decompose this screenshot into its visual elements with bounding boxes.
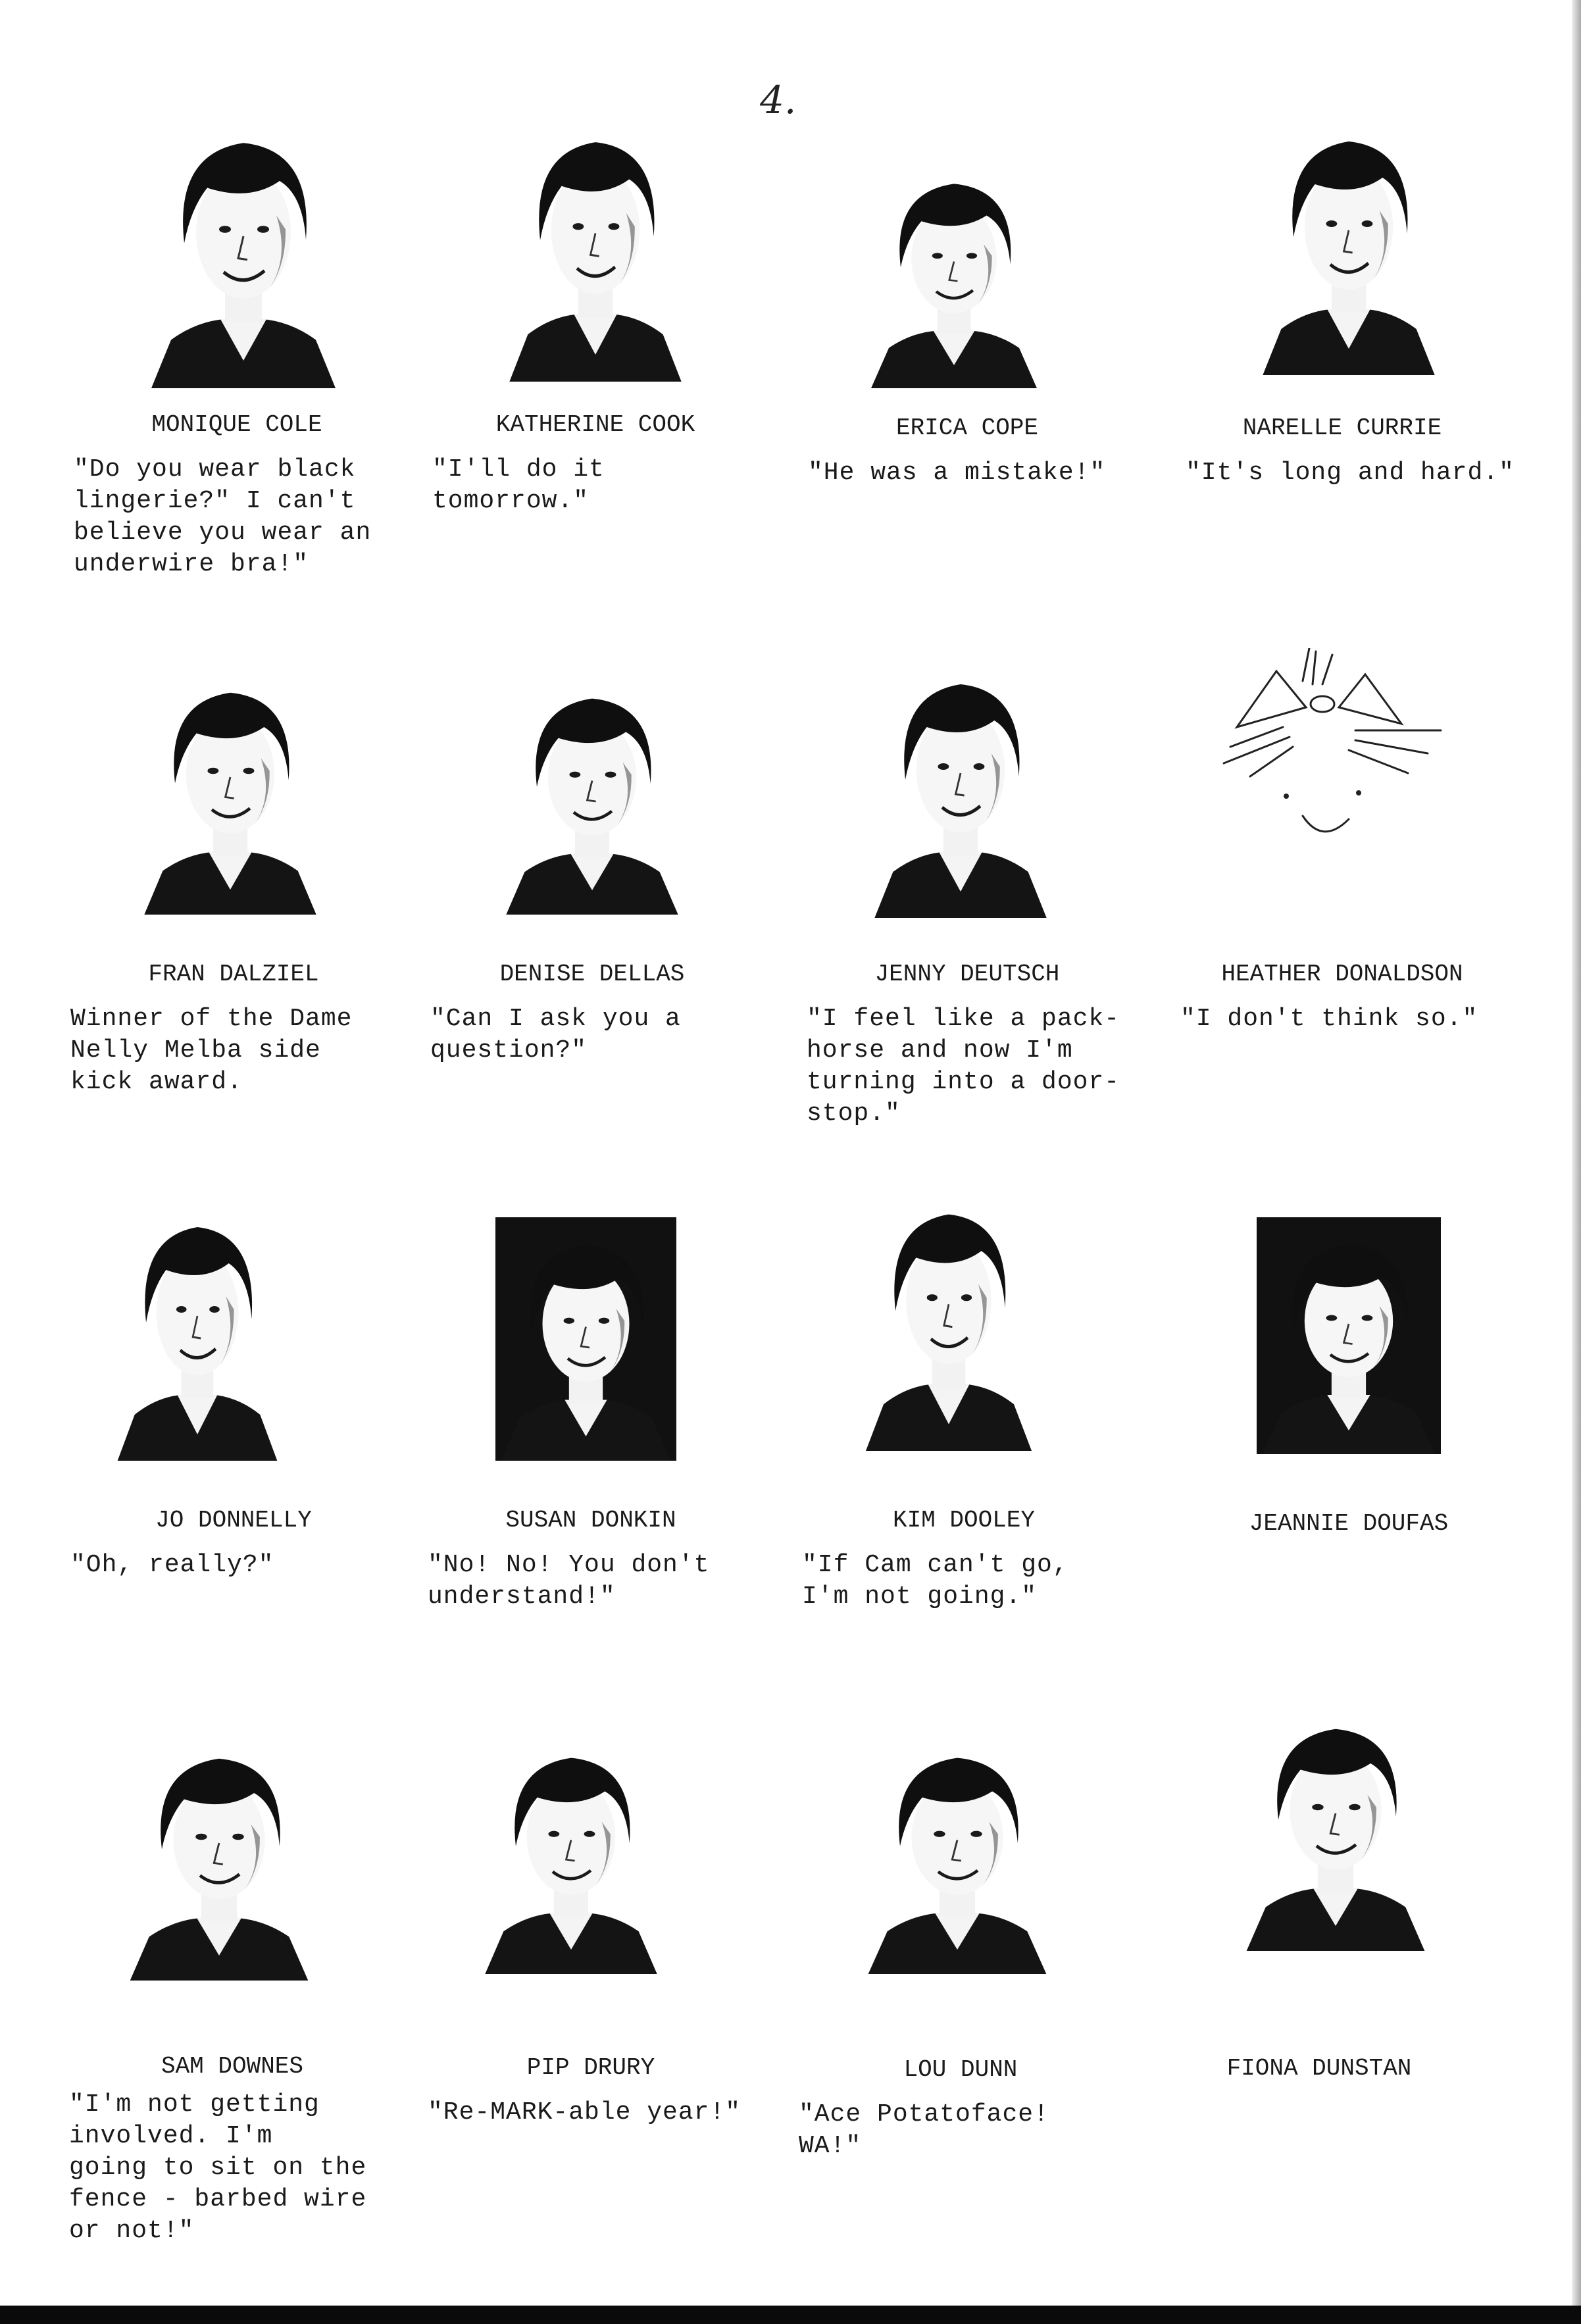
entry-katherine-cook — [431, 112, 760, 612]
student-name: SUSAN DONKIN — [505, 1507, 676, 1534]
student-quote: "Re-MARK-able year!" — [428, 2098, 741, 2127]
student-quote: "Oh, really?" — [70, 1551, 274, 1579]
entry-pip-drury — [426, 1730, 755, 2257]
entry-lou-dunn — [796, 1730, 1125, 2257]
student-quote: "Do you wear black lingerie?" I can't believe you wear an underwire bra!" — [74, 455, 372, 578]
portrait-silhouette — [503, 112, 688, 382]
portrait-photo — [1257, 1217, 1441, 1454]
portrait-photo — [138, 665, 322, 915]
student-name: MONIQUE COLE — [151, 411, 322, 438]
entry-narelle-currie — [1178, 112, 1515, 612]
portrait-photo — [868, 655, 1053, 918]
portrait-silhouette — [1257, 1217, 1441, 1454]
student-quote: "It's long and hard." — [1186, 459, 1515, 487]
student-quote: "I'll do it tomorrow." — [432, 455, 605, 515]
portrait-photo — [1257, 112, 1441, 375]
scan-border — [0, 2306, 1581, 2324]
portrait-silhouette — [860, 1184, 1038, 1451]
student-quote: "If Cam can't go, I'm not going." — [802, 1551, 1068, 1611]
student-name: LOU DUNN — [903, 2056, 1018, 2083]
portrait-photo — [145, 112, 342, 388]
student-quote: "I'm not getting involved. I'm going to sit on the fence - barbed wire or not!" — [69, 2090, 367, 2245]
smiley-sketch — [1191, 648, 1454, 885]
entry-monique-cole — [72, 112, 401, 612]
student-quote: "Can I ask you a question?" — [430, 1005, 681, 1065]
portrait-silhouette — [112, 1198, 283, 1461]
entry-heather-donaldson — [1178, 648, 1507, 1148]
portrait-silhouette — [138, 665, 322, 915]
student-name: JEANNIE DOUFAS — [1249, 1510, 1449, 1537]
student-name: DENISE DELLAS — [499, 961, 685, 988]
student-quote: "No! No! You don't understand!" — [428, 1551, 710, 1611]
entry-denise-dellas — [428, 665, 757, 1165]
entry-fiona-dunstan — [1155, 1694, 1484, 2221]
portrait-silhouette — [500, 671, 684, 915]
portrait-photo — [862, 1730, 1053, 1974]
page-number: 4. — [760, 78, 797, 122]
entry-jenny-deutsch — [803, 645, 1132, 1158]
entry-erica-cope — [803, 112, 1132, 612]
student-name: NARELLE CURRIE — [1242, 415, 1442, 442]
student-name: KATHERINE COOK — [495, 411, 695, 438]
portrait-silhouette — [495, 1217, 676, 1461]
portrait-silhouette — [865, 158, 1043, 388]
smiley-face-icon — [1191, 648, 1454, 885]
portrait-silhouette — [479, 1730, 663, 1974]
portrait-silhouette — [1240, 1701, 1431, 1951]
portrait-photo — [865, 158, 1043, 388]
entry-kim-dooley — [799, 1184, 1128, 1645]
student-name: JENNY DEUTSCH — [874, 961, 1060, 988]
portrait-silhouette — [145, 112, 342, 388]
student-name: PIP DRURY — [526, 2054, 655, 2081]
student-quote: "Ace Potatoface! WA!" — [799, 2100, 1049, 2160]
portrait-photo — [500, 671, 684, 915]
entry-jeannie-doufas — [1184, 1217, 1513, 1678]
portrait-photo — [112, 1198, 283, 1461]
portrait-photo — [495, 1217, 676, 1461]
student-name: KIM DOOLEY — [892, 1507, 1036, 1534]
student-name: SAM DOWNES — [161, 2053, 304, 2080]
portrait-photo — [479, 1730, 663, 1974]
portrait-photo — [124, 1730, 314, 1981]
portrait-photo — [860, 1184, 1038, 1451]
portrait-silhouette — [124, 1730, 314, 1981]
student-name: JO DONNELLY — [155, 1507, 312, 1534]
student-name: FRAN DALZIEL — [148, 961, 319, 988]
portrait-silhouette — [862, 1730, 1053, 1974]
portrait-silhouette — [1257, 112, 1441, 375]
portrait-photo — [503, 112, 688, 382]
student-quote: "He was a mistake!" — [808, 459, 1106, 487]
student-quote: "I don't think so." — [1180, 1005, 1478, 1033]
student-quote: "I feel like a pack- horse and now I'm turning into a door- stop." — [807, 1005, 1120, 1128]
page-edge — [1572, 0, 1581, 2324]
student-name: HEATHER DONALDSON — [1221, 961, 1463, 988]
student-name: FIONA DUNSTAN — [1226, 2055, 1412, 2082]
entry-sam-downes — [68, 1724, 397, 2250]
portrait-photo — [1240, 1701, 1431, 1951]
student-name: ERICA COPE — [895, 415, 1039, 442]
entry-susan-donkin — [426, 1217, 755, 1678]
entry-jo-donnelly — [69, 1198, 398, 1658]
student-quote: Winner of the Dame Nelly Melba side kick award. — [70, 1005, 353, 1096]
portrait-silhouette — [868, 655, 1053, 918]
entry-fran-dalziel — [69, 665, 398, 1165]
